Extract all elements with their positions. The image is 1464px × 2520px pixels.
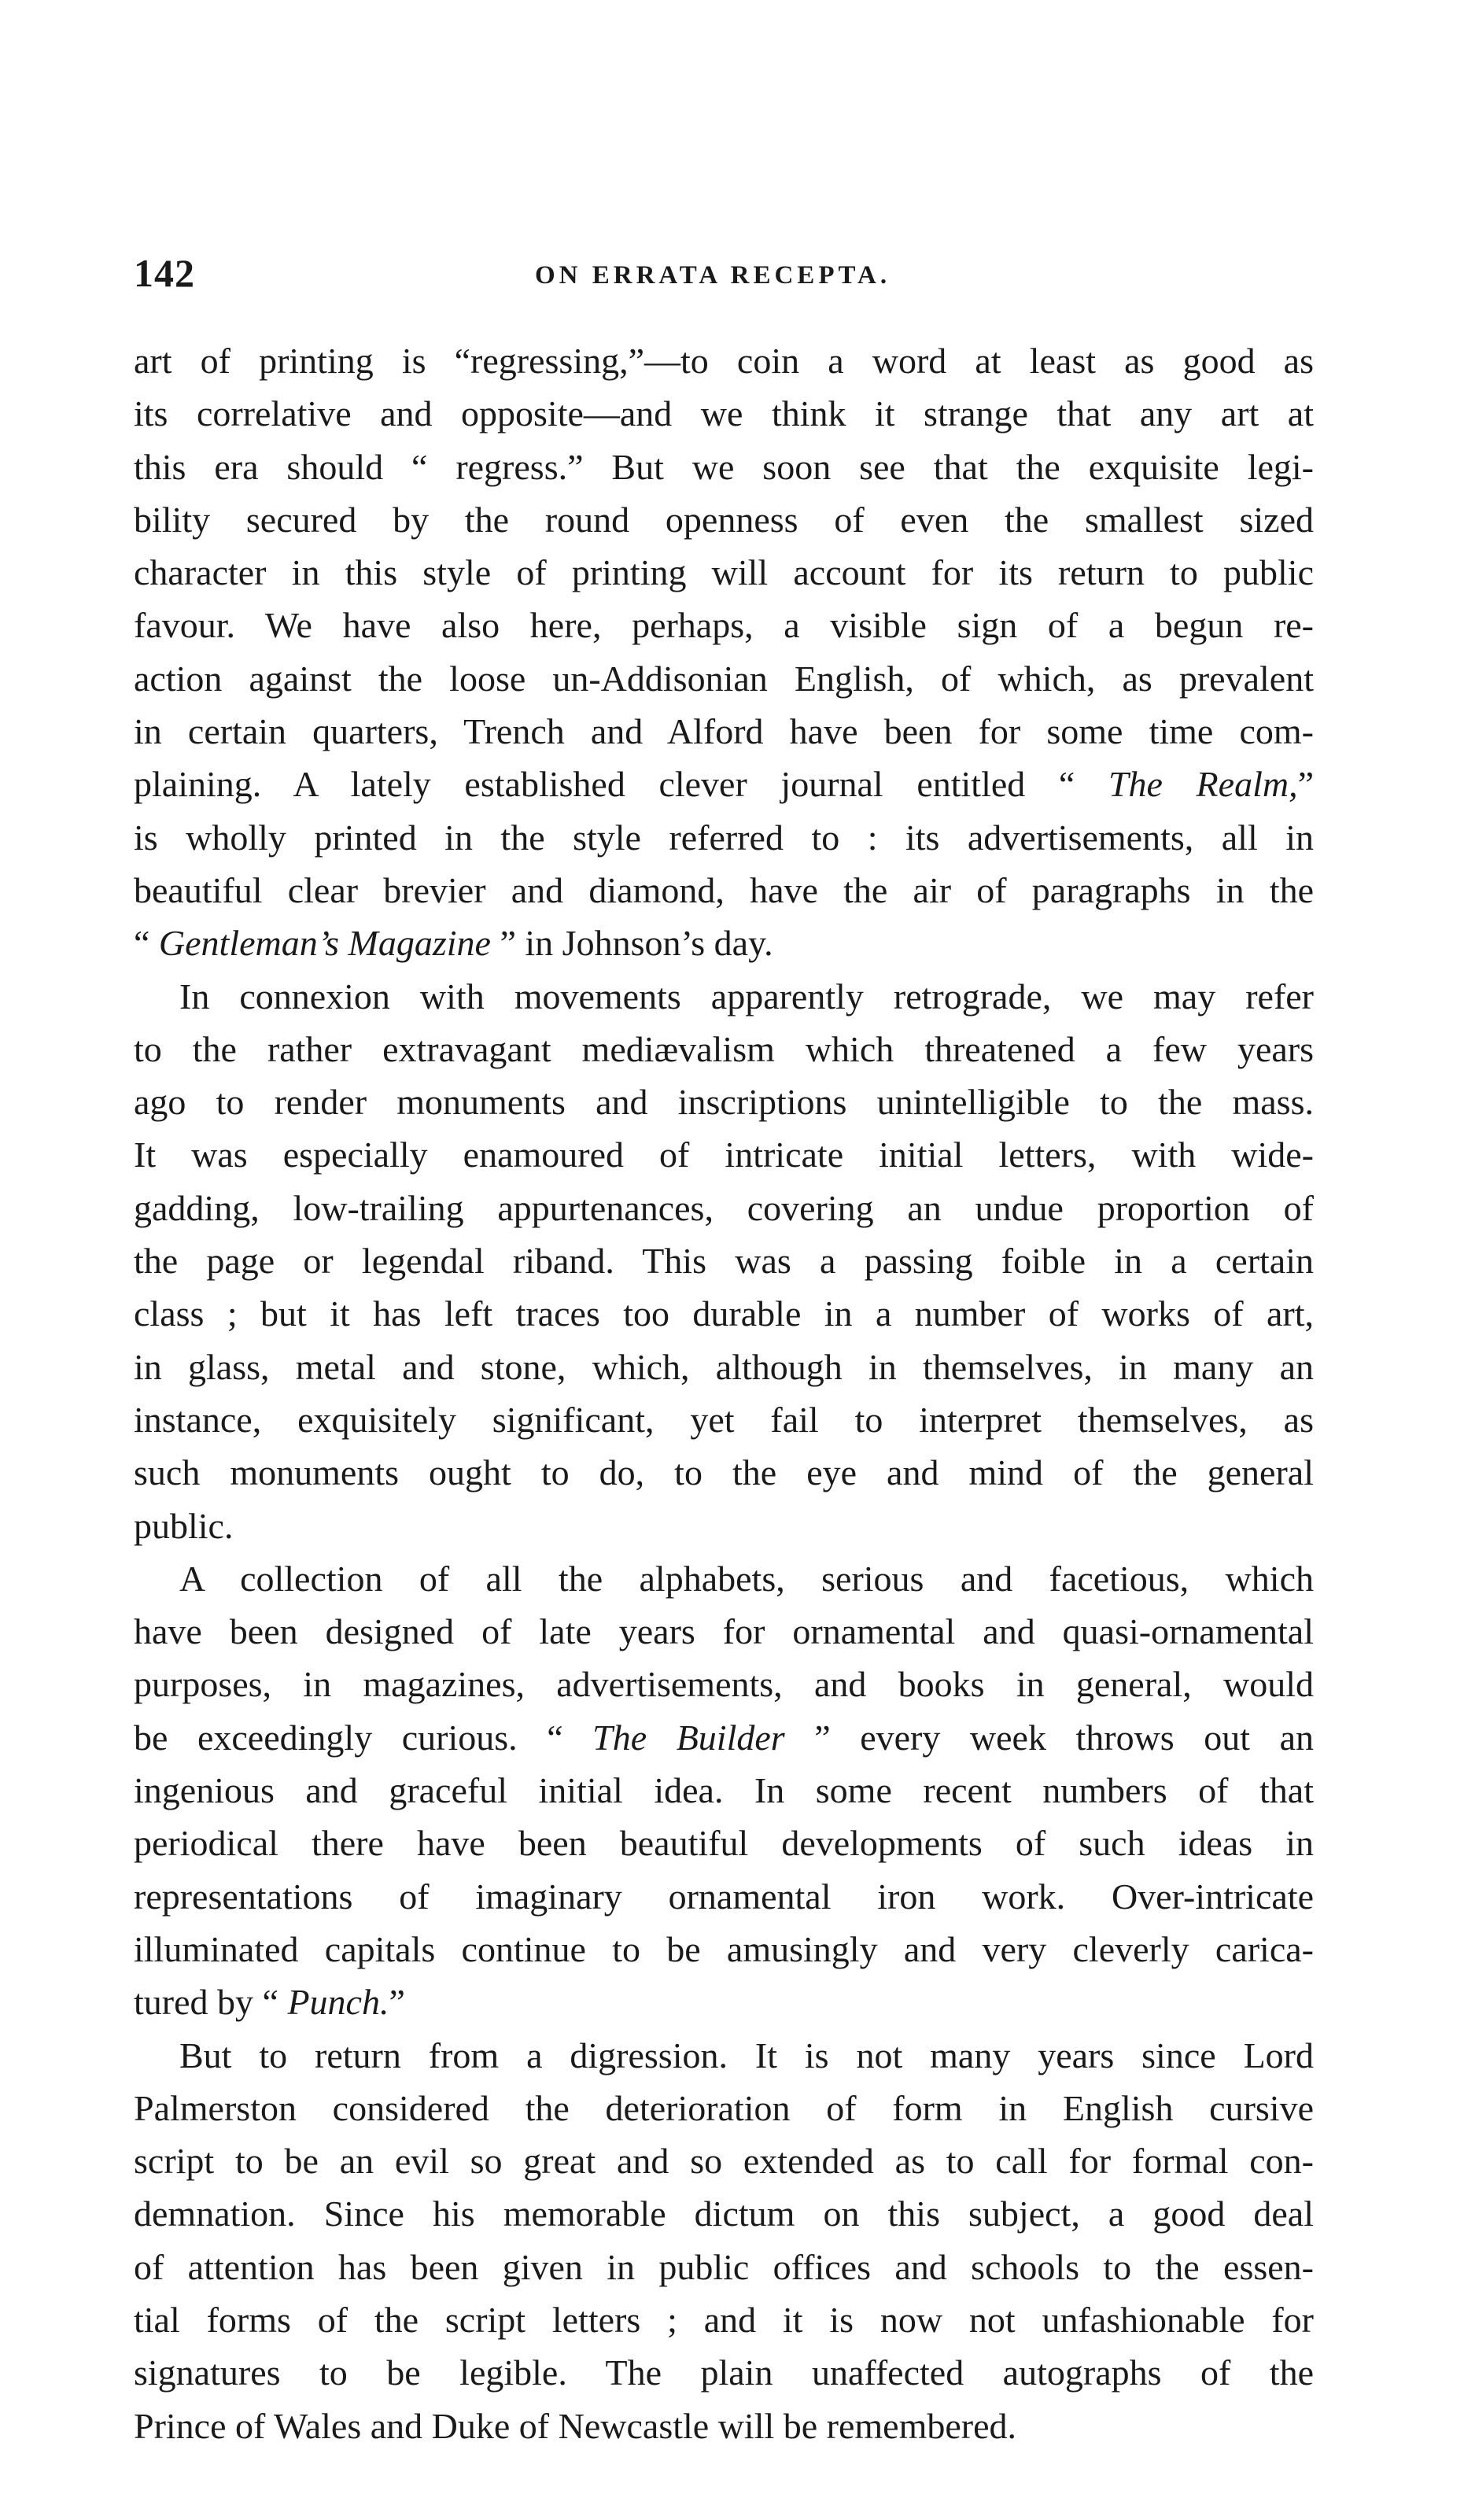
page-header bbox=[134, 250, 1314, 297]
text-line: representations of imaginary ornamental iron work. Over-intricate bbox=[134, 1876, 1314, 1917]
text-line: have been designed of late years for ornamental and quasi-ornamental bbox=[134, 1611, 1314, 1652]
text-line: Palmerston considered the deterioration of form in English cursive bbox=[134, 2087, 1314, 2128]
text-line: signatures to be legible. The plain unaffected autographs of the bbox=[134, 2352, 1314, 2393]
text-line: art of printing is “regressing,”—to coin a word at least as good as bbox=[134, 341, 1314, 381]
italic-title: Punch. bbox=[287, 1982, 389, 2023]
body-text bbox=[134, 334, 1314, 2452]
italic-title: The Builder bbox=[592, 1717, 785, 1758]
page-number: 142 bbox=[134, 251, 195, 295]
italic-title: The Realm, bbox=[1108, 764, 1298, 805]
text-line: ingenious and graceful initial idea. In some recent numbers of that bbox=[134, 1770, 1314, 1811]
text-line: purposes, in magazines, advertisements, and books in general, would bbox=[134, 1664, 1314, 1705]
text-line: gadding, low-trailing appurtenances, covering an undue proportion of bbox=[134, 1187, 1314, 1228]
text-line: in certain quarters, Trench and Alford have been for some time com- bbox=[134, 711, 1314, 752]
text-line: script to be an evil so great and so extended as to call for formal con- bbox=[134, 2141, 1314, 2182]
text-line: demnation. Since his memorable dictum on this subject, a good deal bbox=[134, 2193, 1314, 2234]
text-line: ago to render monuments and inscriptions unintelligible to the mass. bbox=[134, 1082, 1314, 1123]
text-line: in glass, metal and stone, which, although in themselves, in many an bbox=[134, 1346, 1314, 1387]
text-line: tured by “ Punch.” bbox=[134, 1982, 405, 2023]
text-line: But to return from a digression. It is not many years since Lord bbox=[179, 2035, 1314, 2075]
text-line: of attention has been given in public offices and schools to the essen- bbox=[134, 2246, 1314, 2287]
text-line: this era should “ regress.” But we soon see that the exquisite legi- bbox=[134, 446, 1314, 487]
text-line: its correlative and opposite—and we think it strange that any art at bbox=[134, 393, 1314, 434]
text-line: to the rather extravagant mediævalism which threatened a few years bbox=[134, 1028, 1314, 1069]
text-line: such monuments ought to do, to the eye and mind of the general bbox=[134, 1452, 1314, 1493]
text-line: bility secured by the round openness of even the smallest sized bbox=[134, 499, 1314, 540]
text-line: action against the loose un-Addisonian English, of which, as prevalent bbox=[134, 658, 1314, 699]
text-line: instance, exquisitely significant, yet fail to interpret themselves, as bbox=[134, 1399, 1314, 1440]
text-line: A collection of all the alphabets, serious and facetious, which bbox=[179, 1558, 1314, 1599]
text-line: plaining. A lately established clever journal entitled “ The Realm,” bbox=[134, 764, 1314, 805]
text-line: It was especially enamoured of intricate initial letters, with wide- bbox=[134, 1135, 1314, 1175]
text-line: Prince of Wales and Duke of Newcastle will be remembered. bbox=[134, 2405, 1017, 2446]
text-line: “ Gentleman’s Magazine ” in Johnson’s day. bbox=[134, 923, 773, 964]
italic-title: Gentleman’s Magazine bbox=[158, 923, 491, 964]
text-line: tial forms of the script letters ; and it is now not unfashionable for bbox=[134, 2299, 1314, 2340]
text-line: In connexion with movements apparently retrograde, we may refer bbox=[179, 976, 1314, 1016]
text-line: be exceedingly curious. “ The Builder ” every week throws out an bbox=[134, 1717, 1314, 1758]
text-line: character in this style of printing will account for its return to public bbox=[134, 552, 1314, 593]
text-line: illuminated capitals continue to be amusingly and very cleverly carica- bbox=[134, 1928, 1314, 1969]
text-line: public. bbox=[134, 1505, 234, 1546]
text-line: class ; but it has left traces too durable in a number of works of art, bbox=[134, 1293, 1314, 1334]
text-line: periodical there have been beautiful developments of such ideas in bbox=[134, 1823, 1314, 1864]
text-line: beautiful clear brevier and diamond, have the air of paragraphs in the bbox=[134, 869, 1314, 910]
text-line: the page or legendal riband. This was a passing foible in a certain bbox=[134, 1241, 1314, 1282]
text-line: is wholly printed in the style referred to : its advertisements, all in bbox=[134, 817, 1314, 858]
text-line: favour. We have also here, perhaps, a visible sign of a begun re- bbox=[134, 605, 1314, 646]
running-title: ON ERRATA RECEPTA. bbox=[535, 261, 891, 290]
